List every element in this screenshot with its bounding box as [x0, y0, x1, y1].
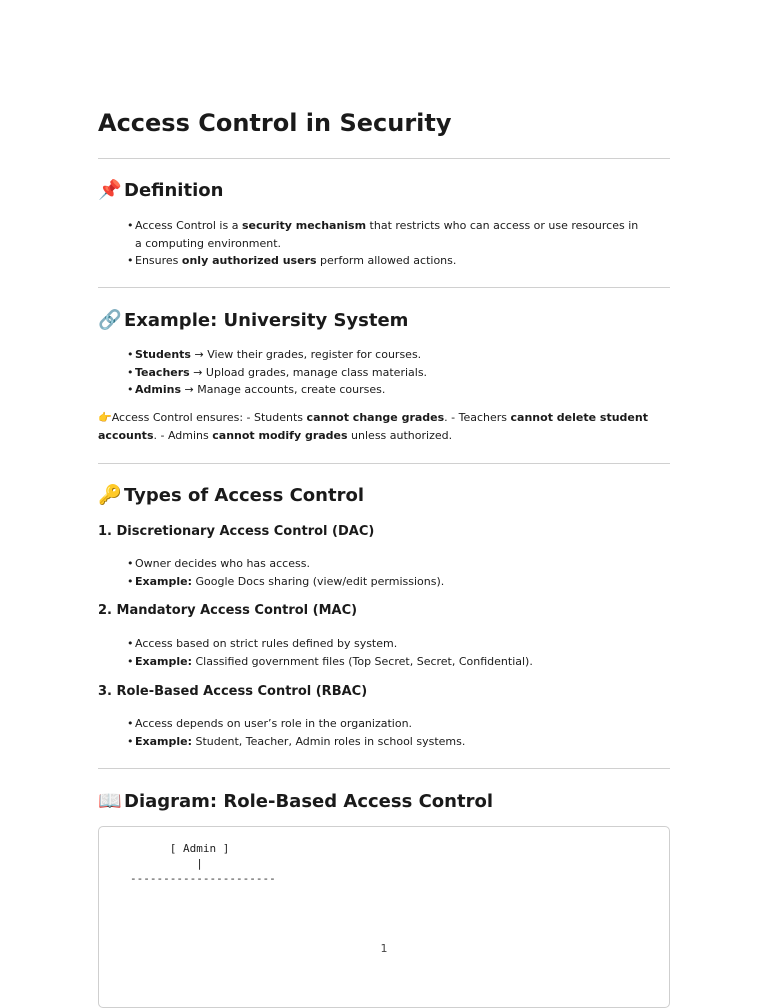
list-item: • Students → View their grades, register for courses. [127, 346, 647, 364]
definition-list [127, 217, 647, 270]
definition-heading: 📌 Definition [98, 179, 224, 201]
list-item: • Admins → Manage accounts, create courses. [127, 381, 647, 399]
divider [98, 158, 670, 159]
list-item: • Access depends on user’s role in the organization. [127, 715, 647, 733]
example-heading: 🔗 Example: University System [98, 309, 409, 331]
key-icon: 🔑 [98, 484, 122, 506]
dac-list [127, 555, 647, 590]
list-item: • Access Control is a security mechanism that restricts who can access or use resources in a computing environment. [127, 217, 647, 252]
list-item: • Ensures only authorized users perform allowed actions. [127, 252, 647, 270]
page-title: Access Control in Security [98, 109, 452, 137]
list-item: • Owner decides who has access. [127, 555, 647, 573]
page-number: 1 [380, 942, 388, 955]
list-item: • Teachers → Upload grades, manage class materials. [127, 364, 647, 382]
rbac-list [127, 715, 647, 750]
pointing-hand-icon: 👉 [98, 411, 112, 424]
list-item: • Example: Classified government files (Top Secret, Secret, Confidential). [127, 653, 647, 671]
code-block [98, 826, 670, 1008]
diagram-heading: 📖 Diagram: Role-Based Access Control [98, 790, 493, 812]
mac-heading: 2. Mandatory Access Control (MAC) [98, 603, 358, 618]
list-item: • Example: Student, Teacher, Admin roles in school systems. [127, 733, 647, 751]
example-list [127, 346, 647, 399]
divider [98, 463, 670, 464]
code-text: [ Admin ] | ---------------------- [130, 842, 276, 885]
open-book-icon: 📖 [98, 790, 122, 812]
pushpin-icon: 📌 [98, 179, 122, 201]
rbac-heading: 3. Role-Based Access Control (RBAC) [98, 684, 368, 699]
example-note: 👉Access Control ensures: - Students cannot change grades. - Teachers cannot delete student accounts. - Admins cannot modify grades unless authorized. [98, 411, 648, 442]
types-heading: 🔑 Types of Access Control [98, 484, 364, 506]
divider [98, 768, 670, 769]
link-icon: 🔗 [98, 309, 122, 331]
mac-list [127, 635, 647, 670]
list-item: • Example: Google Docs sharing (view/edit permissions). [127, 573, 647, 591]
dac-heading: 1. Discretionary Access Control (DAC) [98, 524, 375, 539]
list-item: • Access based on strict rules defined by system. [127, 635, 647, 653]
divider [98, 287, 670, 288]
